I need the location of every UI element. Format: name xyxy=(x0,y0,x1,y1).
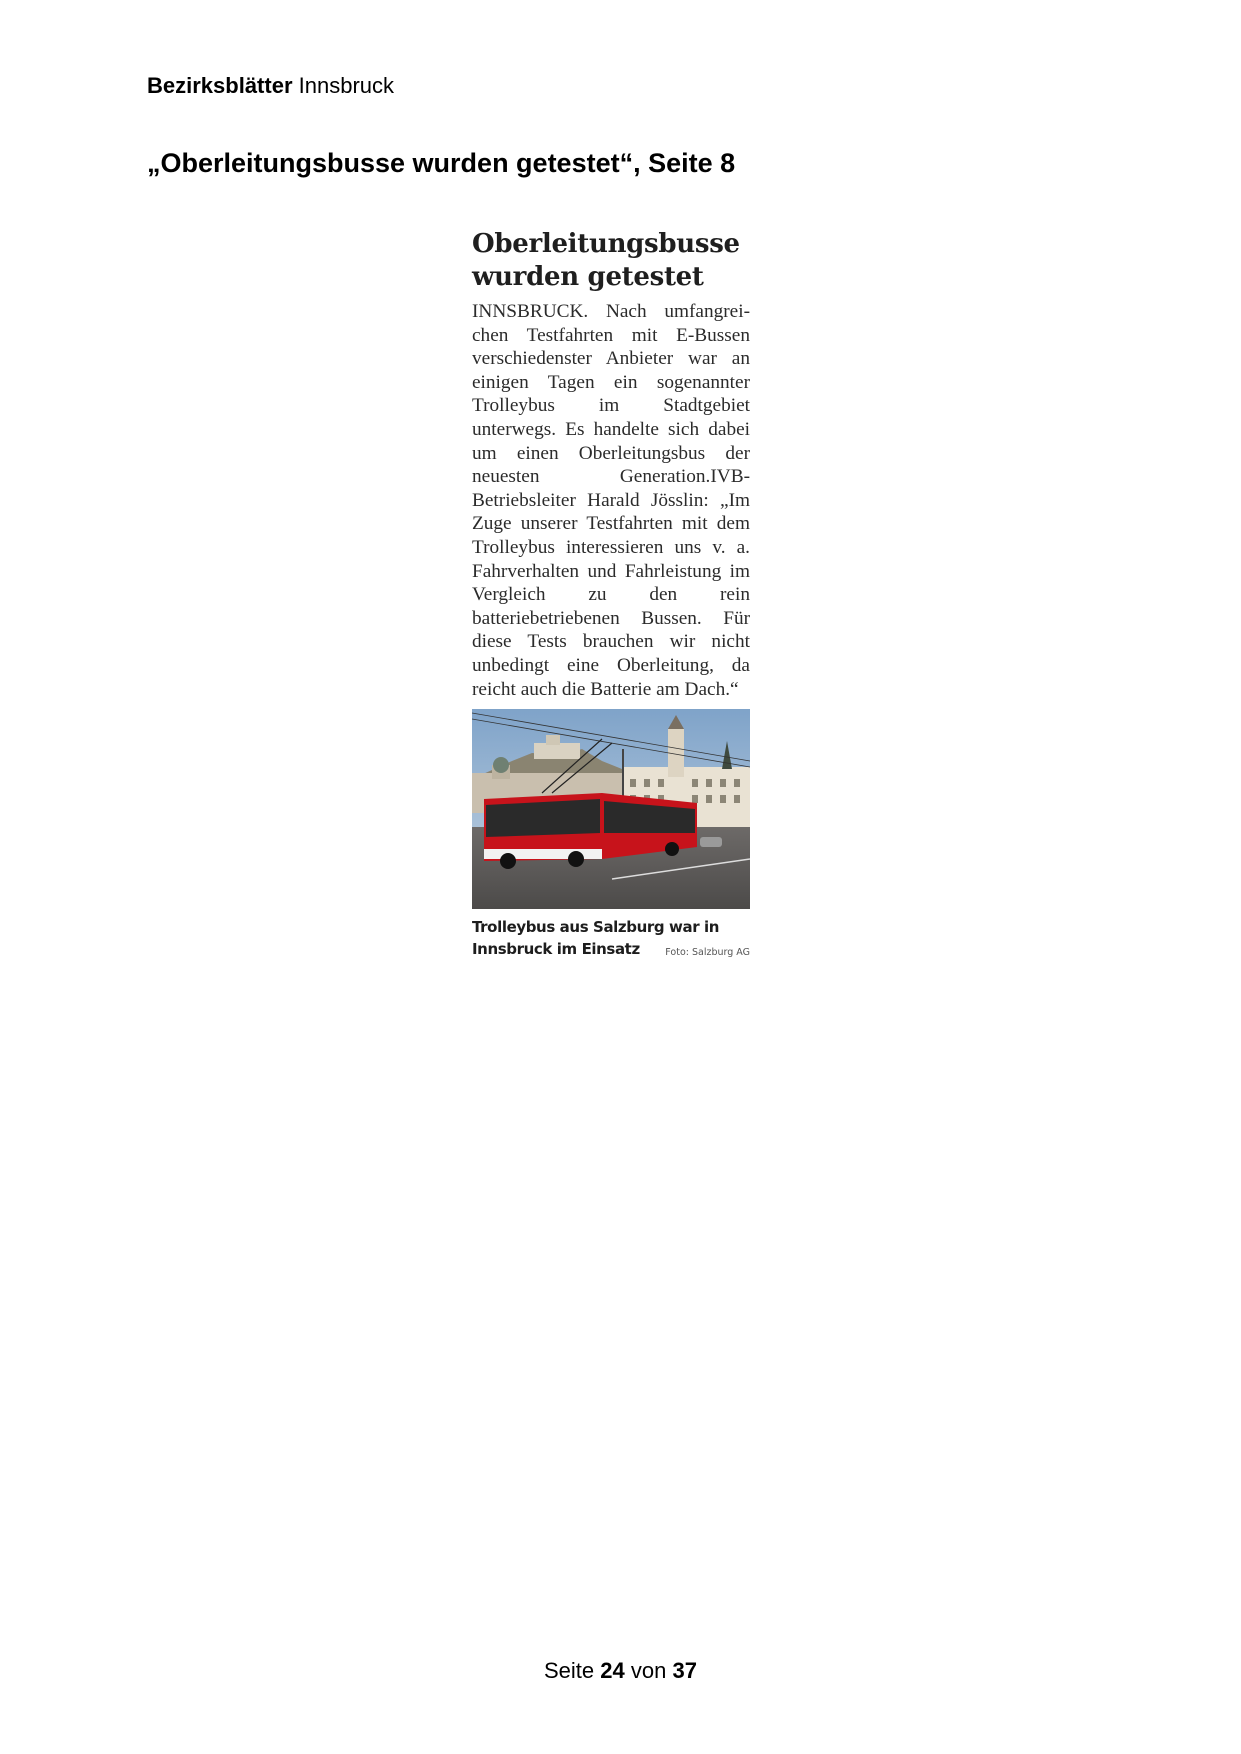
fortress-tower-shape xyxy=(546,735,560,745)
page-total: 37 xyxy=(672,1658,697,1683)
fortress-shape xyxy=(534,743,580,759)
page-separator: von xyxy=(630,1658,667,1683)
caption-row xyxy=(472,916,750,960)
page-footer xyxy=(0,1657,1241,1685)
car-shape xyxy=(700,837,722,847)
headline-line-1: Oberleitungsbusse xyxy=(472,229,740,259)
dome-shape xyxy=(493,757,509,773)
publication-header xyxy=(147,72,394,100)
clip-title: „Oberleitungsbusse wurden getestet“, Seite 8 xyxy=(147,148,736,178)
article-body: INNSBRUCK. Nach umfangreichen Testfahrten mit E-Bussen verschiedenster Anbieter war an einigen Tagen ein sogenannter Trolleybus im Stadtgebiet unterwegs. Es handelte sich dabei um einen Oberleitungsbus der neuesten Generation.IVB-Betriebsleiter Harald Jösslin: „Im Zuge unserer Testfahrten mit dem Trolleybus interessieren uns v. a. Fahrverhalten und Fahrleistung im Vergleich zu den rein batteriebetriebenen Bussen. Für diese Tests brauchen wir nicht unbedingt eine Oberleitung, da reicht auch die Batterie am Dach.“ xyxy=(472,301,750,700)
article-clipping xyxy=(472,228,750,960)
page-current: 24 xyxy=(600,1658,625,1683)
publication-region: Innsbruck xyxy=(298,73,395,98)
article-headline xyxy=(472,228,750,294)
page-prefix: Seite xyxy=(544,1658,595,1683)
headline-line-2: wurden getestet xyxy=(472,262,704,292)
photo-caption: Trolleybus aus Salzburg war in Innsbruck im Einsatz xyxy=(472,918,720,959)
publication-name: Bezirksblätter xyxy=(147,73,293,98)
trolleybus-photo xyxy=(472,709,750,909)
photo-credit: Foto: Salzburg AG xyxy=(665,947,750,959)
